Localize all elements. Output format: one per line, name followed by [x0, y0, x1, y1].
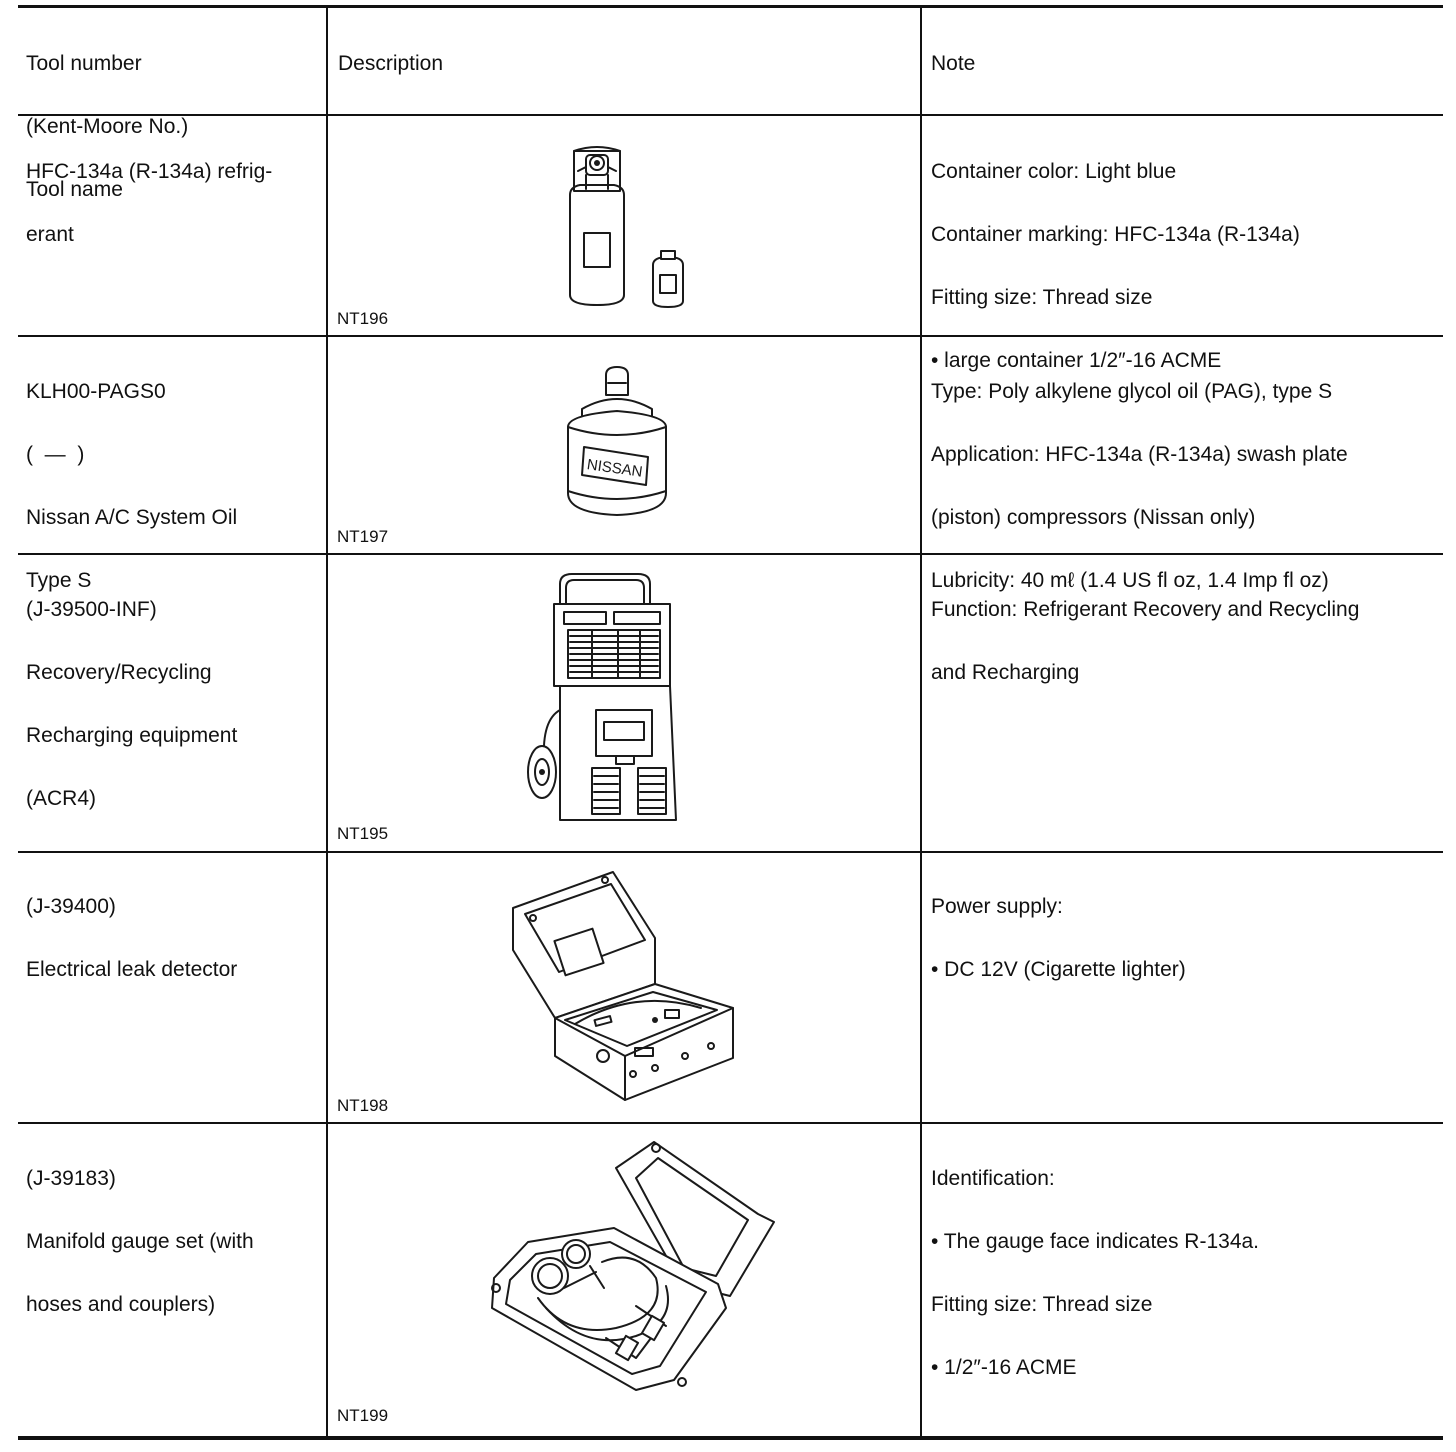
oil-can-label: NISSAN	[585, 456, 644, 481]
row-divider	[18, 851, 1443, 853]
row-5-tool	[26, 1131, 316, 1352]
note-line: • The gauge face indicates R-134a.	[931, 1229, 1260, 1253]
note-line: Application: HFC-134a (R-134a) swash plate	[931, 442, 1348, 466]
tool-line: (J-39400)	[26, 894, 116, 918]
header-description: Description	[338, 52, 444, 75]
row-5-note	[931, 1131, 1436, 1415]
table-top-border	[18, 5, 1443, 8]
header-tool-line: Tool name	[26, 177, 123, 201]
note-line: Lubricity: 40 mℓ (1.4 US fl oz, 1.4 Imp fl oz)	[931, 568, 1329, 592]
note-line: (piston) compressors (Nissan only)	[931, 505, 1256, 529]
row-divider	[18, 1122, 1443, 1124]
note-line: • DC 12V (Cigarette lighter)	[931, 957, 1186, 981]
note-line: Container marking: HFC-134a (R-134a)	[931, 222, 1300, 246]
figure-code: NT198	[337, 1096, 389, 1115]
figure-code: NT197	[337, 527, 389, 546]
note-line: Fitting size: Thread size	[931, 285, 1153, 309]
note-line: Identification:	[931, 1166, 1055, 1190]
note-line: Container color: Light blue	[931, 159, 1177, 183]
row-4-tool	[26, 859, 316, 1017]
note-line: Type: Poly alkylene glycol oil (PAG), type S	[931, 379, 1333, 403]
row-3-note	[931, 562, 1436, 720]
table-bottom-border	[18, 1436, 1443, 1440]
refrigerant-container-icon	[556, 145, 696, 315]
leak-detector-case-icon	[505, 868, 745, 1108]
row-3-tool	[26, 562, 316, 846]
row-4-note	[931, 859, 1436, 1017]
note-line: and Recharging	[931, 660, 1080, 684]
note-line: • 1/2″-16 ACME	[931, 1355, 1077, 1379]
note-line: Power supply:	[931, 894, 1063, 918]
figure-code: NT196	[337, 309, 389, 328]
tool-line: (J-39500-INF)	[26, 597, 157, 621]
note-line: Fitting size: Thread size	[931, 1292, 1153, 1316]
column-divider	[920, 7, 922, 1437]
tool-line: Type S	[26, 568, 92, 592]
note-line: Function: Refrigerant Recovery and Recycling	[931, 597, 1360, 621]
tool-line: Manifold gauge set (with	[26, 1229, 254, 1253]
tool-line: (J-39183)	[26, 1166, 116, 1190]
tool-line: HFC-134a (R-134a) refrig-	[26, 159, 273, 183]
tool-line: Recovery/Recycling	[26, 660, 212, 684]
tool-line: (ACR4)	[26, 786, 97, 810]
header-tool-line: (Kent-Moore No.)	[26, 114, 189, 138]
figure-code: NT199	[337, 1406, 389, 1425]
tool-line: Nissan A/C System Oil	[26, 505, 238, 529]
recovery-cart-icon	[520, 570, 690, 830]
tool-line: KLH00-PAGS0	[26, 379, 166, 403]
header-note: Note	[931, 52, 976, 75]
tool-line: Recharging equipment	[26, 723, 238, 747]
figure-code: NT195	[337, 824, 389, 843]
tool-line: erant	[26, 222, 74, 246]
oil-can-icon	[560, 365, 670, 520]
column-divider	[326, 7, 328, 1437]
tool-line: ( — )	[26, 442, 85, 466]
tool-line: Electrical leak detector	[26, 957, 238, 981]
note-line: • large container 1/2″-16 ACME	[931, 348, 1222, 372]
row-1-tool	[26, 124, 316, 282]
manifold-gauge-case-icon	[486, 1138, 781, 1398]
header-tool-line: Tool number	[26, 51, 142, 75]
tool-line: hoses and couplers)	[26, 1292, 216, 1316]
